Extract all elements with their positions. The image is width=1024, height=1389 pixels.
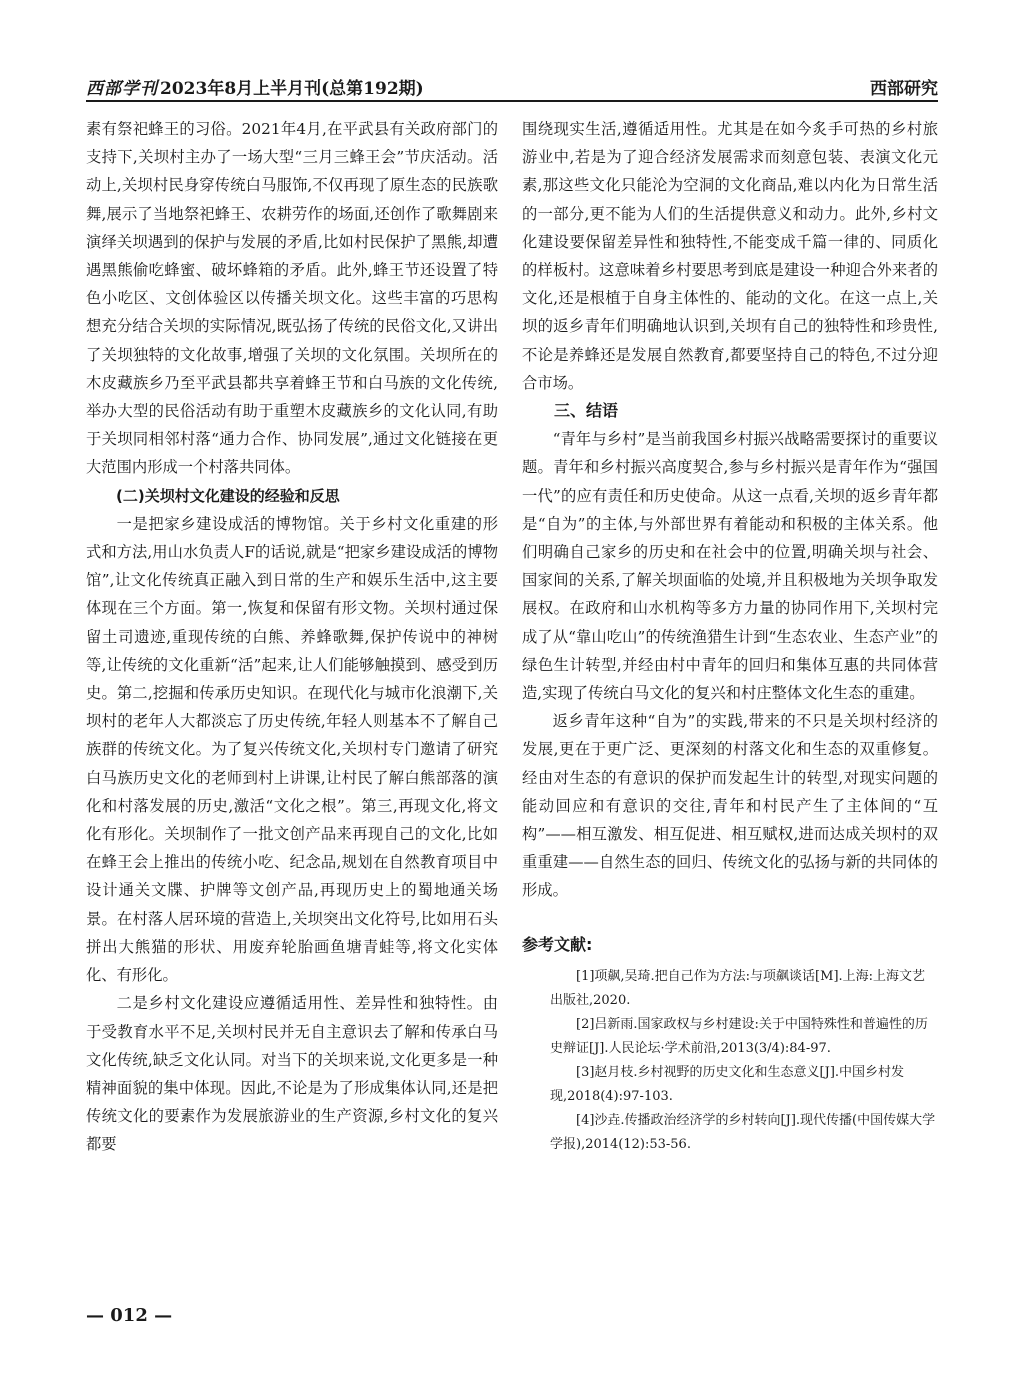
running-header: [86, 70, 938, 102]
body-paragraph: 围绕现实生活,遵循适用性。尤其是在如今炙手可热的乡村旅游业中,若是为了迎合经济发展需求而刻意包装、表演文化元素,那这些文化只能沦为空洞的文化商品,难以内化为日常生活的一部分,更不能为人们的生活提供意义和动力。此外,乡村文化建设要保留差异性和独特性,不能变成千篇一律的、同质化的样板村。这意味着乡村要思考到底是建设一种迎合外来者的文化,还是根植于自身主体性的、能动的文化。在这一点上,关坝的返乡青年们明确地认识到,关坝有自己的独特性和珍贵性,不论是养蜂还是发展自然教育,都要坚持自己的特色,不过分迎合市场。: [522, 120, 938, 392]
reference-item: [2]吕新雨.国家政权与乡村建设:关于中国特殊性和普遍性的历史辩证[J].人民论坛·学术前沿,2013(3/4):84-97.: [550, 1016, 928, 1056]
body-paragraph: 二是乡村文化建设应遵循适用性、差异性和独特性。由于受教育水平不足,关坝村民并无自主意识去了解和传承白马文化传统,缺乏文化认同。对当下的关坝来说,文化更多是一种精神面貌的集中体现。因此,不论是为了形成集体认同,还是把传统文化的要素作为发展旅游业的生产资源,乡村文化的复兴都要: [86, 994, 498, 1154]
section-heading: 三、结语: [554, 401, 619, 421]
left-column: [86, 115, 498, 1159]
body-paragraph: 素有祭祀蜂王的习俗。2021年4月,在平武县有关政府部门的支持下,关坝村主办了一场大型“三月三蜂王会”节庆活动。活动上,关坝村民身穿传统白马服饰,不仅再现了原生态的民族歌舞,展示了当地祭祀蜂王、农耕劳作的场面,还创作了歌舞剧来演绎关坝遇到的保护与发展的矛盾,比如村民保护了黑熊,却遭遇黑熊偷吃蜂蜜、破坏蜂箱的矛盾。此外,蜂王节还设置了特色小吃区、文创体验区以传播关坝文化。这些丰富的巧思构想充分结合关坝的实际情况,既弘扬了传统的民俗文化,又讲出了关坝独特的文化故事,增强了关坝的文化氛围。关坝所在的木皮藏族乡乃至平武县都共享着蜂王节和白马族的文化传统,举办大型的民俗活动有助于重塑木皮藏族乡的文化认同,有助于关坝同相邻村落“通力合作、协同发展”,通过文化链接在更大范围内形成一个村落共同体。: [86, 120, 498, 477]
issue-info: 2023年8月上半月刊(总第192期): [160, 79, 424, 99]
subsection-heading: (二)关坝村文化建设的经验和反思: [116, 486, 340, 505]
reference-item: [4]沙垚.传播政治经济学的乡村转向[J].现代传播(中国传媒大学学报),2014(12):53-56.: [550, 1112, 936, 1152]
body-paragraph: 返乡青年这种“自为”的实践,带来的不只是关坝村经济的发展,更在于更广泛、更深刻的村落文化和生态的双重修复。经由对生态的有意识的保护而发起生计的转型,对现实问题的能动回应和有意识的交往,青年和村民产生了主体间的“互构”——相互激发、相互促进、相互赋权,进而达成关坝村的双重重建——自然生态的回归、传统文化的弘扬与新的共同体的形成。: [522, 712, 938, 900]
body-paragraph: 一是把家乡建设成活的博物馆。关于乡村文化重建的形式和方法,用山水负责人F的话说,就是“把家乡建设成活的博物馆”,让文化传统真正融入到日常的生产和娱乐生活中,这主要体现在三个方面。第一,恢复和保留有形文物。关坝村通过保留土司遗迹,重现传统的白熊、养蜂歌舞,保护传说中的神树等,让传统的文化重新“活”起来,让人们能够触摸到、感受到历史。第二,挖掘和传承历史知识。在现代化与城市化浪潮下,关坝村的老年人大都淡忘了历史传统,年轻人则基本不了解自己族群的传统文化。为了复兴传统文化,关坝村专门邀请了研究白马族历史文化的老师到村上讲课,让村民了解白熊部落的演化和村落发展的历史,激活“文化之根”。第三,再现文化,将文化有形化。关坝制作了一批文创产品来再现自己的文化,比如在蜂王会上推出的传统小吃、纪念品,规划在自然教育项目中设计通关文牒、护牌等文创产品,再现历史上的蜀地通关场景。在村落人居环境的营造上,关坝突出文化符号,比如用石头拼出大熊猫的形状、用废弃轮胎画鱼塘青蛙等,将文化实体化、有形化。: [86, 514, 498, 985]
reference-item: [1]项飙,吴琦.把自己作为方法:与项飙谈话[M].上海:上海文艺出版社,2020.: [550, 968, 926, 1008]
journal-logo: 西部学刊: [86, 79, 158, 99]
body-paragraph: “青年与乡村”是当前我国乡村振兴战略需要探讨的重要议题。青年和乡村振兴高度契合,参与乡村振兴是青年作为“强国一代”的应有责任和历史使命。从这一点看,关坝的返乡青年都是“自为”的主体,与外部世界有着能动和积极的主体关系。他们明确自己家乡的历史和在社会中的位置,明确关坝与社会、国家间的关系,了解关坝面临的处境,并且积极地为关坝争取发展权。在政府和山水机构等多方力量的协同作用下,关坝村完成了从“靠山吃山”的传统渔猎生计到“生态农业、生态产业”的绿色生计转型,并经由村中青年的回归和集体互惠的共同体营造,实现了传统白马文化的复兴和村庄整体文化生态的重建。: [522, 430, 938, 703]
header-journal-info: [86, 74, 424, 99]
references-heading: 参考文献:: [522, 934, 593, 954]
page-number: — 012 —: [86, 1305, 173, 1326]
section-name: 西部研究: [870, 79, 938, 99]
right-column: [522, 115, 938, 1157]
reference-item: [3]赵月枝.乡村视野的历史文化和生态意义[J].中国乡村发现,2018(4):97-103.: [550, 1064, 905, 1104]
